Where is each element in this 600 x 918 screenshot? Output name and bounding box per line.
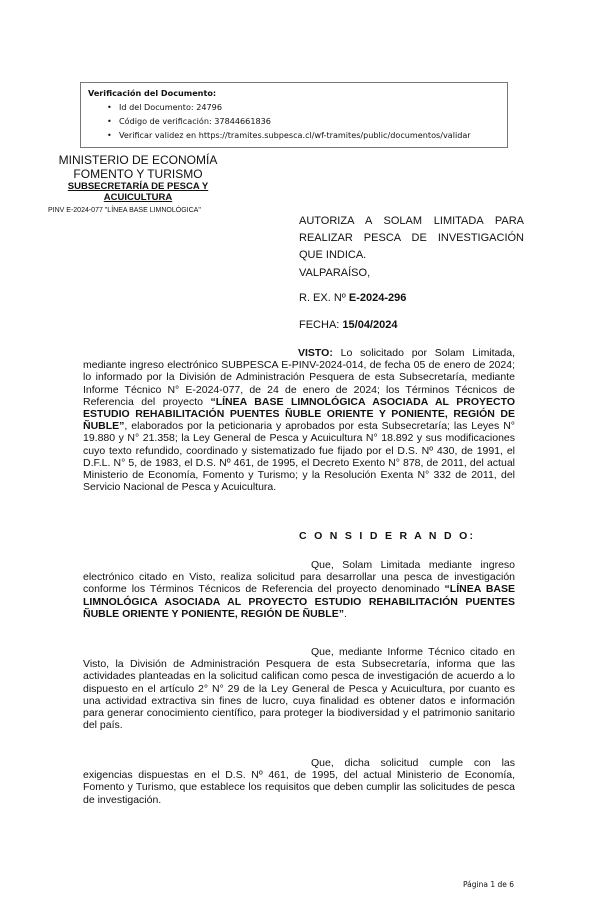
verification-link[interactable]: • Verificar validez en https://tramites.subpesca.cl/wf-tramites/public/documentos/validar	[88, 128, 507, 142]
visto-paragraph	[83, 347, 515, 493]
rex-number: E-2024-296	[348, 292, 407, 304]
visto-label: VISTO:	[298, 347, 333, 359]
ministry-line-2: FOMENTO Y TURISMO	[73, 167, 203, 181]
ministry-name	[48, 153, 228, 181]
visto-text: Lo solicitado por Solam Limitada, mediante ingreso electrónico SUBPESCA E-PINV-2024-014, de fecha 05 de enero de 2024; lo informado por la División de Administración Pesquera de esta Subsecretaría, mediante Informe Técnico N° E-2024-077, de 24 de enero de 2024; los Términos Técnicos de Referencia del proyecto	[83, 347, 515, 408]
resolution-number	[299, 290, 406, 307]
considerando-heading: C O N S I D E R A N D O:	[299, 530, 476, 542]
considerando-paragraph-2	[83, 646, 515, 731]
visto-text-continued: , elaborados por la peticionaria y aprobados por esta Subsecretaría; las Leyes N° 19.880 y N° 21.358; la Ley General de Pesca y Acuicultura N° 18.892 y sus modificaciones cuyo texto refundido, coordinado y sistematizado fue fijado por el D.S. Nº 430, de 1991, el D.F.L. N° 5, de 1983, el D.S. Nº 461, de 1995, el Decreto Exento N° 878, de 2011, del actual Ministerio de Economía, Fomento y Turismo; y la Resolución Exenta N° 332 de 2011, del Servicio Nacional de Pesca y Acuicultura.	[83, 420, 515, 494]
paragraph-text: Que, dicha solicitud cumple con las exigencias dispuestas en el D.S. Nº 461, de 1995, del actual Ministerio de Economía, Fomento y Turismo, que establece los requisitos que deben cumplir las solicitudes de pesca de investigación.	[83, 757, 515, 806]
verification-item: • Id del Documento: 24796	[88, 100, 507, 114]
verification-list	[88, 100, 507, 142]
pinv-code: PINV E-2024-077 "LÍNEA BASE LIMNOLÓGICA"	[48, 207, 201, 214]
verification-item: • Código de verificación: 37844661836	[88, 114, 507, 128]
resolution-city: VALPARAÍSO,	[299, 267, 371, 279]
paragraph-text: Que, Solam Limitada mediante ingreso electrónico citado en Visto, realiza solicitud para desarrollar una pesca de investigación conforme los Términos Técnicos de Referencia del proyecto denominado	[83, 559, 515, 596]
visto-project-name: “LÍNEA BASE LIMNOLÓGICA ASOCIADA AL PROYECTO ESTUDIO REHABILITACIÓN PUENTES ÑUBLE ORIENTE Y PONIENTE, REGIÓN DE ÑUBLE”	[83, 395, 515, 433]
rex-label: R. EX. Nº	[299, 292, 346, 304]
considerando-paragraph-3	[83, 757, 515, 806]
paragraph-end: .	[343, 607, 347, 620]
resolution-title: AUTORIZA A SOLAM LIMITADA PARA REALIZAR PESCA DE INVESTIGACIÓN QUE INDICA.	[299, 215, 524, 261]
ministry-line-1: MINISTERIO DE ECONOMÍA	[58, 153, 218, 167]
paragraph-text: Que, mediante Informe Técnico citado en Visto, la División de Administración Pesquera de esta Subsecretaría, informa que las actividades planteadas en la solicitud califican como pesca de investigación de acuerdo a lo dispuesto en el artículo 2° N° 29 de la Ley General de Pesca y Acuicultura, por cuanto es una actividad extractiva sin fines de lucro, cuya finalidad es obtener datos e información para generar conocimiento científico, para proteger la biodiversidad y el patrimonio sanitario del país.	[83, 646, 515, 732]
project-name: “LÍNEA BASE LIMNOLÓGICA ASOCIADA AL PROYECTO ESTUDIO REHABILITACIÓN PUENTES ÑUBLE ORIENTE Y PONIENTE, REGIÓN DE ÑUBLE”	[83, 583, 515, 620]
considerando-paragraph-1	[83, 559, 515, 620]
date-label: FECHA:	[299, 319, 340, 331]
subsecretaria-line-1: SUBSECRETARÍA DE PESCA Y	[67, 181, 209, 192]
verification-box	[80, 82, 508, 148]
subsecretaria-line-2: ACUICULTURA	[103, 192, 173, 203]
date-value: 15/04/2024	[342, 319, 398, 331]
page-number: Página 1 de 6	[463, 880, 515, 889]
verification-title: Verificación del Documento:	[88, 88, 217, 98]
resolution-date	[299, 317, 397, 334]
subsecretaria-name	[48, 181, 228, 203]
